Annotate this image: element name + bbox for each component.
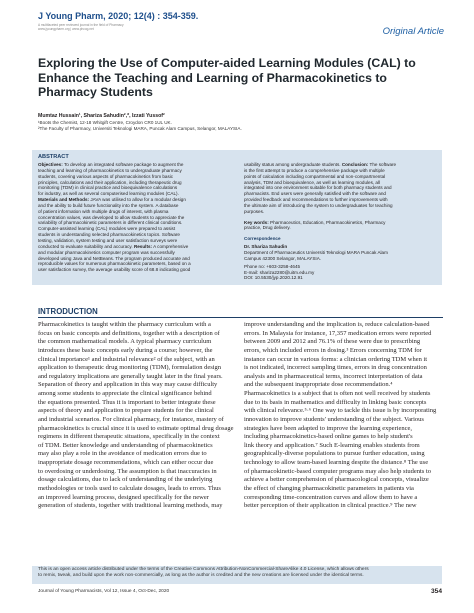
abstract-text: conducted to evaluate suitability and accuracy. <box>38 243 134 249</box>
introduction-right-column <box>244 321 442 511</box>
body-text-line: with clinical relevance.⁵·⁶ One way to tackle this issue is by incorporating <box>244 407 437 415</box>
correspondence-name: Dr. Shariza Sahudin <box>244 244 288 250</box>
section-divider <box>38 317 443 318</box>
abstract-text: analysis, TDM and bioequivalence, as well as learning modules, all <box>244 179 381 185</box>
body-text-line: better perception of their application in clinical practice.⁹ The new <box>244 502 417 510</box>
body-text-line: and industrial scenarios. For clinical pharmacy, for instance, mastery of <box>38 415 224 423</box>
body-text-line: introduces these basic concepts early during a course; however, the <box>38 346 213 354</box>
correspondence-line: Campus 42300 Selangor, MALAYSIA. <box>244 255 322 261</box>
abstract-text: JAVA was utilised to allow for a modular design <box>89 197 186 203</box>
abstract-heading: ABSTRACT <box>38 154 69 160</box>
body-text-line: clinical importance¹ and industrial relevance² of the subject, with an <box>38 355 215 363</box>
abstract-text: and modular pharmacokinetics computer program was successfully <box>38 249 175 255</box>
body-text-line: generation of students, together with traditional learning methods, may <box>38 502 223 510</box>
abstract-text: purposes. <box>244 208 265 214</box>
body-text-line: aspects of theory and application to prepare students for the clinical <box>38 407 214 415</box>
abstract-section-label: Materials and Methods: <box>38 197 90 203</box>
abstract-line <box>38 267 233 273</box>
body-text-line: regimens in different therapeutic situations, specifically in the context <box>38 433 220 441</box>
abstract-right-text <box>244 162 440 215</box>
journal-desc-line: A multifaceted peer reviewed journal in the field of Pharmacy <box>38 23 124 27</box>
journal-citation: J Young Pharm, 2020; 12(4) : 354-359. <box>38 11 199 21</box>
journal-desc-line: www.jyoungpharm.org | www.phcog.net <box>38 27 94 31</box>
body-text-line: and regulatory implications are generally taught later in the final years. <box>38 372 223 380</box>
abstract-text: testing, validation, system testing and user satisfaction surveys were <box>38 237 178 243</box>
body-text-line: including pharmacokinetics-based online games to help student's <box>244 433 413 441</box>
affiliation-line: ²The Faculty of Pharmacy, Universiti Teknologi MARA, Puncak Alam Campus, Selangor, MALAYSIA. <box>38 125 242 131</box>
abstract-text: user satisfaction survey, the average usability score of 68.8 indicating good <box>38 267 191 273</box>
abstract-text: concentration values, was developed to allow students to appreciate the <box>38 214 185 220</box>
abstract-text: the ultimate aim of introducing the system to undergraduates for teaching <box>244 202 393 208</box>
body-text-line: analysis and in pharmaceutical terms, incorrect interpretation of data <box>244 372 423 380</box>
body-text-line: is not indicated, incorrect sampling times, errors in drug concentration <box>244 364 427 372</box>
license-line: This is an open access article distributed under the terms of the Creative Commons Attribution-NonCommercial-ShareAlike 4.0 License, which allows others <box>38 567 369 572</box>
license-text <box>38 567 438 580</box>
correspondence-line: Department of Pharmaceutics Universiti Teknologi MARA Puncak Alam <box>244 249 388 255</box>
license-line: to remix, tweak, and build upon the work non-commercially, as long as the author is credited and the new creations are licensed under the identical terms. <box>38 573 364 579</box>
body-text-line: Pharmacokinetics is a subject that is often not well received by students <box>244 390 431 397</box>
body-text-line: improve understanding and the implication is, reduce calculation-based <box>244 321 430 328</box>
keywords-text: Pharmaceutics, Education, Pharmacokinetics, Pharmacy <box>268 219 386 225</box>
body-text-line: focus on basic concepts and definitions, together with a description of <box>38 329 220 337</box>
body-text-line: link theory and application.⁷ Such E-learning enables students from <box>244 441 420 449</box>
body-text-line: among some students to appreciate the clinical significance behind <box>38 390 212 397</box>
abstract-text: principles, calculations and their application, including therapeutic drug <box>38 179 182 185</box>
keywords-line-2: practice, Drug delivery. <box>244 225 291 231</box>
body-text-line: and the subsequent inappropriate dose recommendation.⁴ <box>244 381 393 389</box>
body-text-line: due to its basis in mathematics and difficulty in linking basic concepts <box>244 398 427 406</box>
abstract-text: is the first attempt to produce a comprehensive package with multiple <box>244 167 385 173</box>
abstract-text: provided feedback and recommendations to further improvements with <box>244 197 388 203</box>
body-text-line: corresponding time-concentration curves and allow them to have a <box>244 493 418 501</box>
abstract-line <box>244 209 440 215</box>
abstract-text: students, covering various aspects of pharmacokinetics from basic <box>38 173 174 179</box>
body-text-line: of TDM. Better knowledge and understanding of pharmacokinetics <box>38 441 213 449</box>
body-text-line: the common mathematical models. A typical pharmacy curriculum <box>38 338 212 346</box>
abstract-text: integrated into one environment suitable for both pharmacy students and <box>244 185 392 191</box>
abstract-text: To develop an integrated software package to augment the <box>62 162 184 167</box>
body-text-line: to overdosing or underdosing. The assumption is that inaccuracies in <box>38 467 217 475</box>
abstract-text: for industry, as well as several computerised learning modules (CAL). <box>38 191 179 197</box>
conclusion-text: The software <box>368 162 397 167</box>
abstract-section-label: Objectives: <box>38 162 63 167</box>
abstract-text: teaching and learning of pharmacokinetics to undergraduate pharmacy <box>38 167 182 173</box>
introduction-left-column <box>38 321 236 511</box>
results-text: A comprehensive <box>152 243 189 249</box>
body-text-line: geographically-diverse populations to pursue further education, using <box>244 450 425 458</box>
introduction-heading: INTRODUCTION <box>38 307 98 316</box>
abstract-text: and the ability to build future functionality into the system. A database <box>38 202 179 208</box>
body-text-line: application to therapeutic drug monitoring (TDM), formulation design <box>38 364 222 372</box>
correspondence-line: DOI: 10.5530/jyp.2020.12.91 <box>244 275 303 281</box>
body-text-line: inappropriate dosage recommendations, which can either occur due <box>38 459 214 466</box>
footer-journal-issue: Journal of Young Pharmacists, Vol 12, Issue 4, Oct-Dec, 2020 <box>38 589 170 594</box>
affiliation-line: ¹Boots the Chemist, 12-18 Whitgift Centre, Croydon CR0 1UL UK. <box>38 120 172 125</box>
abstract-text: monitoring (TDM) in clinical practice and bioequivalence calculations <box>38 185 178 191</box>
correspondence-line: E-mail: shariza2280@uitm.edu.my <box>244 269 315 275</box>
body-text-line: technology to allow team-based learning despite the distance.⁸ The use <box>244 459 429 466</box>
body-text-line: between 2009 and 2012 and 76.1% of these were due to prescribing <box>244 338 421 346</box>
body-text-line: dosage calculations, due to lack of understanding of the underlying <box>38 476 213 484</box>
page-number: 354 <box>430 588 442 595</box>
body-text-line: instance can occur in various forms: a clinician ordering TDM when it <box>244 355 428 363</box>
body-text-line: the effect of changing pharmacokinetic parameters in patients via <box>244 484 414 492</box>
correspondence-details <box>244 250 440 281</box>
body-text-line: the equations presented. Thus it is important to better integrate these <box>38 398 216 406</box>
body-text-line: errors, which included errors in dosing.³ Errors concerning TDM for <box>244 346 422 354</box>
correspondence-line: Phone no: +603-3258-4645 <box>244 263 301 269</box>
conclusion-label: Conclusion: <box>341 162 369 167</box>
body-text-line: errors. In Malaysia for instance, 17,357 medication errors were reported <box>244 329 432 337</box>
abstract-text: usability status among undergraduate students. <box>244 162 342 167</box>
abstract-text: students in understanding selected pharmacokinetics topics. Software <box>38 232 180 238</box>
body-text-line: may also play a role in the avoidance of medication errors due to <box>38 450 207 458</box>
abstract-text: of patient information with multiple drugs of interest, with plasma <box>38 208 169 214</box>
body-text-line: of pharmacokinetic-based computer programs may also help students to <box>244 467 432 475</box>
body-text-line: innovation to improve students' understanding of the subject. Various <box>244 415 424 423</box>
body-text-line: achieve a better comprehension of pharmacological concepts, visualize <box>244 476 429 484</box>
results-label: Results: <box>133 243 153 249</box>
abstract-text: variability of pharmacokinetic parameters in different clinical conditions. <box>38 220 183 226</box>
affiliations <box>38 120 242 132</box>
journal-description <box>38 23 158 31</box>
abstract-text: points of calculation including compartmental and non-compartmental <box>244 173 386 179</box>
body-text-line: an improved learning process, designed specifically for the newer <box>38 493 209 501</box>
abstract-text: reproducible values for numerous pharmacokinetic parameters, based on a <box>38 261 191 267</box>
body-text-line: pharmacokinetics is crucial since it is used to estimate optimal drug dosage <box>38 424 234 432</box>
paper-title: Exploring the Use of Computer-aided Learning Modules (CAL) to Enhance the Teaching and Learning of Pharmacokinetics to Pharmacy Students <box>38 56 416 99</box>
body-text-line: methodologies or tools used to calculate dosages, leads to errors. Thus <box>38 484 221 492</box>
keywords-label: Key words: <box>244 219 269 225</box>
abstract-left-column <box>38 162 233 273</box>
author-list: Mumtaz Hussain¹, Shariza Sahudin²,*, Izzati Yussof² <box>38 113 165 119</box>
article-type-label: Original Article <box>382 26 444 37</box>
abstract-text: pharmacists. End users were generally satisfied with the software and <box>244 191 386 197</box>
abstract-text: developed using Java and NetBeans. The program produced accurate and <box>38 255 190 261</box>
body-text-line: Separation of theory and application in this way may cause difficulty <box>38 381 218 389</box>
abstract-right-column <box>244 162 440 281</box>
body-text-line: Pharmacokinetics is taught within the pharmacy curriculum with a <box>38 321 211 328</box>
correspondence-label: Correspondence <box>244 236 281 242</box>
body-text-line: strategies have been adapted to improve the learning experience, <box>244 424 413 432</box>
abstract-text: Computer-assisted learning (CAL) modules were prepared to assist <box>38 226 176 232</box>
